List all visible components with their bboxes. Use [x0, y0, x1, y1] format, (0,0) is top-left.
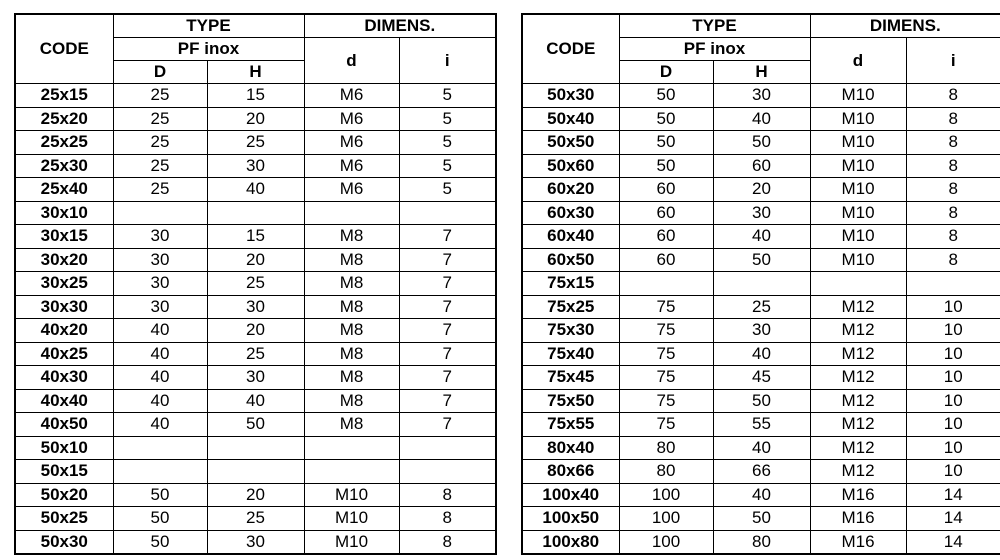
cell-i: 8	[906, 201, 1000, 225]
cell-code: 30x10	[15, 201, 113, 225]
cell-d: M12	[810, 366, 906, 390]
cell-H: 30	[207, 295, 304, 319]
cell-D: 25	[113, 154, 207, 178]
table-row	[522, 201, 1000, 225]
cell-D: 30	[113, 272, 207, 296]
cell-d: M10	[304, 483, 399, 507]
cell-d: M10	[810, 131, 906, 155]
table-row	[522, 342, 1000, 366]
cell-i: 10	[906, 460, 1000, 484]
cell-D: 30	[113, 295, 207, 319]
cell-code: 75x50	[522, 389, 619, 413]
cell-D: 100	[619, 483, 713, 507]
cell-d: M10	[810, 107, 906, 131]
cell-D: 100	[619, 530, 713, 554]
cell-i: 5	[399, 107, 496, 131]
cell-code: 25x25	[15, 131, 113, 155]
table-row	[15, 530, 496, 554]
cell-D: 80	[619, 460, 713, 484]
header-H: H	[207, 61, 304, 84]
cell-d	[304, 460, 399, 484]
table-row	[522, 84, 1000, 108]
cell-H: 20	[713, 178, 810, 202]
cell-i: 5	[399, 84, 496, 108]
cell-D: 25	[113, 84, 207, 108]
cell-i: 7	[399, 319, 496, 343]
cell-H: 40	[713, 342, 810, 366]
table-row	[15, 389, 496, 413]
table-row	[522, 225, 1000, 249]
table-row	[15, 319, 496, 343]
table-row	[522, 413, 1000, 437]
cell-i: 7	[399, 295, 496, 319]
cell-H: 80	[713, 530, 810, 554]
cell-d: M16	[810, 507, 906, 531]
cell-code: 75x55	[522, 413, 619, 437]
cell-D: 40	[113, 366, 207, 390]
cell-i: 10	[906, 295, 1000, 319]
table-row	[15, 154, 496, 178]
cell-H	[207, 460, 304, 484]
cell-i: 5	[399, 154, 496, 178]
table-row	[15, 225, 496, 249]
table-row	[15, 107, 496, 131]
cell-H: 30	[713, 201, 810, 225]
cell-d	[810, 272, 906, 296]
cell-H: 50	[713, 248, 810, 272]
cell-code: 100x80	[522, 530, 619, 554]
cell-d: M8	[304, 272, 399, 296]
table-row	[15, 460, 496, 484]
cell-H: 50	[207, 413, 304, 437]
cell-i: 10	[906, 413, 1000, 437]
table-row	[522, 436, 1000, 460]
header-i: i	[399, 38, 496, 84]
cell-D: 50	[619, 84, 713, 108]
cell-H: 30	[207, 530, 304, 554]
cell-i: 8	[906, 225, 1000, 249]
cell-H: 25	[207, 507, 304, 531]
cell-H: 40	[713, 483, 810, 507]
cell-H: 55	[713, 413, 810, 437]
cell-D: 40	[113, 413, 207, 437]
header-code: CODE	[15, 14, 113, 84]
cell-i: 8	[399, 507, 496, 531]
cell-H: 30	[713, 84, 810, 108]
cell-H: 50	[713, 507, 810, 531]
cell-code: 50x15	[15, 460, 113, 484]
cell-i: 8	[399, 530, 496, 554]
cell-d: M8	[304, 389, 399, 413]
cell-i: 8	[906, 178, 1000, 202]
cell-code: 100x50	[522, 507, 619, 531]
cell-d: M12	[810, 319, 906, 343]
cell-d: M6	[304, 107, 399, 131]
cell-D: 60	[619, 225, 713, 249]
cell-H: 20	[207, 483, 304, 507]
table-row	[15, 413, 496, 437]
cell-code: 30x20	[15, 248, 113, 272]
cell-d: M10	[810, 248, 906, 272]
cell-H: 20	[207, 248, 304, 272]
cell-i: 8	[399, 483, 496, 507]
cell-code: 30x30	[15, 295, 113, 319]
cell-d: M12	[810, 295, 906, 319]
cell-D: 50	[619, 107, 713, 131]
header-type: TYPE	[619, 14, 810, 38]
cell-D: 30	[113, 248, 207, 272]
cell-D: 80	[619, 436, 713, 460]
header-type: TYPE	[113, 14, 304, 38]
cell-code: 50x30	[522, 84, 619, 108]
cell-H: 20	[207, 107, 304, 131]
cell-D: 50	[619, 154, 713, 178]
cell-D: 25	[113, 131, 207, 155]
cell-d: M16	[810, 483, 906, 507]
table-row	[522, 272, 1000, 296]
cell-code: 60x30	[522, 201, 619, 225]
cell-i: 8	[906, 131, 1000, 155]
cell-H: 40	[713, 225, 810, 249]
header-code: CODE	[522, 14, 619, 84]
cell-code: 25x20	[15, 107, 113, 131]
cell-i: 8	[906, 107, 1000, 131]
cell-H: 40	[207, 389, 304, 413]
cell-H: 50	[713, 131, 810, 155]
cell-code: 75x15	[522, 272, 619, 296]
cell-i: 8	[906, 84, 1000, 108]
table-row	[15, 342, 496, 366]
cell-i: 7	[399, 342, 496, 366]
cell-d: M16	[810, 530, 906, 554]
cell-i: 7	[399, 366, 496, 390]
header-pf-inox: PF inox	[113, 38, 304, 61]
cell-d: M6	[304, 84, 399, 108]
cell-H: 25	[713, 295, 810, 319]
cell-i: 8	[906, 154, 1000, 178]
cell-code: 50x20	[15, 483, 113, 507]
header-pf-inox: PF inox	[619, 38, 810, 61]
header-D: D	[113, 61, 207, 84]
header-H: H	[713, 61, 810, 84]
cell-D: 100	[619, 507, 713, 531]
cell-H: 15	[207, 225, 304, 249]
table-row	[522, 483, 1000, 507]
table-row	[15, 507, 496, 531]
cell-code: 60x20	[522, 178, 619, 202]
cell-d	[304, 201, 399, 225]
cell-d: M8	[304, 366, 399, 390]
cell-code: 100x40	[522, 483, 619, 507]
cell-i: 10	[906, 342, 1000, 366]
cell-H: 45	[713, 366, 810, 390]
table-row	[15, 295, 496, 319]
cell-d: M8	[304, 413, 399, 437]
cell-d: M6	[304, 178, 399, 202]
cell-D: 75	[619, 342, 713, 366]
cell-D: 75	[619, 413, 713, 437]
cell-D: 50	[619, 131, 713, 155]
cell-D: 75	[619, 389, 713, 413]
table-row	[522, 366, 1000, 390]
cell-i: 7	[399, 413, 496, 437]
cell-H	[713, 272, 810, 296]
cell-H: 60	[713, 154, 810, 178]
table-row	[522, 295, 1000, 319]
cell-d: M8	[304, 248, 399, 272]
cell-code: 75x45	[522, 366, 619, 390]
table-row	[522, 460, 1000, 484]
cell-D: 75	[619, 366, 713, 390]
header-D: D	[619, 61, 713, 84]
cell-code: 40x50	[15, 413, 113, 437]
cell-D: 60	[619, 178, 713, 202]
cell-code: 75x25	[522, 295, 619, 319]
cell-i: 10	[906, 436, 1000, 460]
cell-d	[304, 436, 399, 460]
table-row	[522, 248, 1000, 272]
cell-H: 25	[207, 342, 304, 366]
header-d-lower: d	[810, 38, 906, 84]
header-i: i	[906, 38, 1000, 84]
spec-table-left	[14, 13, 497, 555]
cell-code: 30x25	[15, 272, 113, 296]
cell-d: M8	[304, 295, 399, 319]
cell-d: M12	[810, 436, 906, 460]
cell-code: 50x50	[522, 131, 619, 155]
cell-H: 25	[207, 272, 304, 296]
table-row	[15, 248, 496, 272]
cell-code: 75x40	[522, 342, 619, 366]
cell-H	[207, 201, 304, 225]
cell-D: 25	[113, 178, 207, 202]
cell-i: 10	[906, 319, 1000, 343]
cell-H: 66	[713, 460, 810, 484]
cell-code: 50x40	[522, 107, 619, 131]
cell-i: 5	[399, 178, 496, 202]
cell-code: 60x50	[522, 248, 619, 272]
cell-i	[399, 436, 496, 460]
cell-d: M12	[810, 389, 906, 413]
spec-table-right	[521, 13, 1000, 555]
cell-D: 25	[113, 107, 207, 131]
cell-i: 14	[906, 483, 1000, 507]
cell-i	[399, 201, 496, 225]
cell-i: 7	[399, 272, 496, 296]
cell-i: 10	[906, 366, 1000, 390]
header-dimens: DIMENS.	[810, 14, 1000, 38]
cell-code: 80x66	[522, 460, 619, 484]
cell-d: M10	[810, 154, 906, 178]
table-row	[522, 107, 1000, 131]
cell-D: 75	[619, 319, 713, 343]
cell-D: 30	[113, 225, 207, 249]
cell-D: 60	[619, 248, 713, 272]
cell-H: 40	[713, 436, 810, 460]
cell-H: 40	[207, 178, 304, 202]
table-row	[522, 131, 1000, 155]
cell-code: 40x40	[15, 389, 113, 413]
cell-d: M10	[304, 530, 399, 554]
table-row	[522, 178, 1000, 202]
cell-D	[113, 201, 207, 225]
cell-H: 30	[207, 366, 304, 390]
table-row	[15, 178, 496, 202]
table-row	[15, 131, 496, 155]
cell-d: M10	[810, 84, 906, 108]
cell-d: M10	[810, 201, 906, 225]
cell-D	[113, 436, 207, 460]
cell-code: 25x30	[15, 154, 113, 178]
table-row	[15, 366, 496, 390]
header-dimens: DIMENS.	[304, 14, 496, 38]
cell-D: 60	[619, 201, 713, 225]
cell-H: 25	[207, 131, 304, 155]
cell-code: 50x10	[15, 436, 113, 460]
table-row	[522, 530, 1000, 554]
cell-i: 14	[906, 530, 1000, 554]
cell-code: 40x25	[15, 342, 113, 366]
cell-code: 25x15	[15, 84, 113, 108]
cell-code: 40x30	[15, 366, 113, 390]
cell-code: 50x25	[15, 507, 113, 531]
cell-d: M12	[810, 460, 906, 484]
cell-D: 40	[113, 319, 207, 343]
table-row	[522, 154, 1000, 178]
cell-d: M12	[810, 342, 906, 366]
cell-i	[906, 272, 1000, 296]
cell-i: 7	[399, 248, 496, 272]
cell-H: 40	[713, 107, 810, 131]
cell-D: 50	[113, 507, 207, 531]
cell-D	[619, 272, 713, 296]
cell-d: M8	[304, 225, 399, 249]
cell-H: 15	[207, 84, 304, 108]
cell-H: 20	[207, 319, 304, 343]
cell-i: 7	[399, 389, 496, 413]
cell-i: 7	[399, 225, 496, 249]
cell-code: 50x60	[522, 154, 619, 178]
cell-d: M6	[304, 131, 399, 155]
cell-code: 40x20	[15, 319, 113, 343]
cell-d: M6	[304, 154, 399, 178]
cell-D: 40	[113, 342, 207, 366]
cell-D: 50	[113, 483, 207, 507]
cell-D: 50	[113, 530, 207, 554]
cell-code: 75x30	[522, 319, 619, 343]
cell-D: 75	[619, 295, 713, 319]
table-row	[15, 436, 496, 460]
cell-d: M8	[304, 319, 399, 343]
table-row	[15, 84, 496, 108]
table-row	[522, 389, 1000, 413]
cell-d: M12	[810, 413, 906, 437]
cell-code: 30x15	[15, 225, 113, 249]
cell-code: 50x30	[15, 530, 113, 554]
cell-code: 80x40	[522, 436, 619, 460]
table-row	[522, 507, 1000, 531]
cell-H	[207, 436, 304, 460]
table-row	[15, 201, 496, 225]
header-d-lower: d	[304, 38, 399, 84]
cell-D: 40	[113, 389, 207, 413]
cell-code: 60x40	[522, 225, 619, 249]
cell-i: 10	[906, 389, 1000, 413]
cell-d: M10	[810, 178, 906, 202]
table-row	[522, 319, 1000, 343]
cell-H: 50	[713, 389, 810, 413]
cell-i: 8	[906, 248, 1000, 272]
cell-d: M10	[304, 507, 399, 531]
cell-d: M10	[810, 225, 906, 249]
cell-i: 14	[906, 507, 1000, 531]
cell-D	[113, 460, 207, 484]
cell-i: 5	[399, 131, 496, 155]
cell-d: M8	[304, 342, 399, 366]
table-row	[15, 272, 496, 296]
cell-H: 30	[713, 319, 810, 343]
cell-H: 30	[207, 154, 304, 178]
cell-i	[399, 460, 496, 484]
table-row	[15, 483, 496, 507]
cell-code: 25x40	[15, 178, 113, 202]
